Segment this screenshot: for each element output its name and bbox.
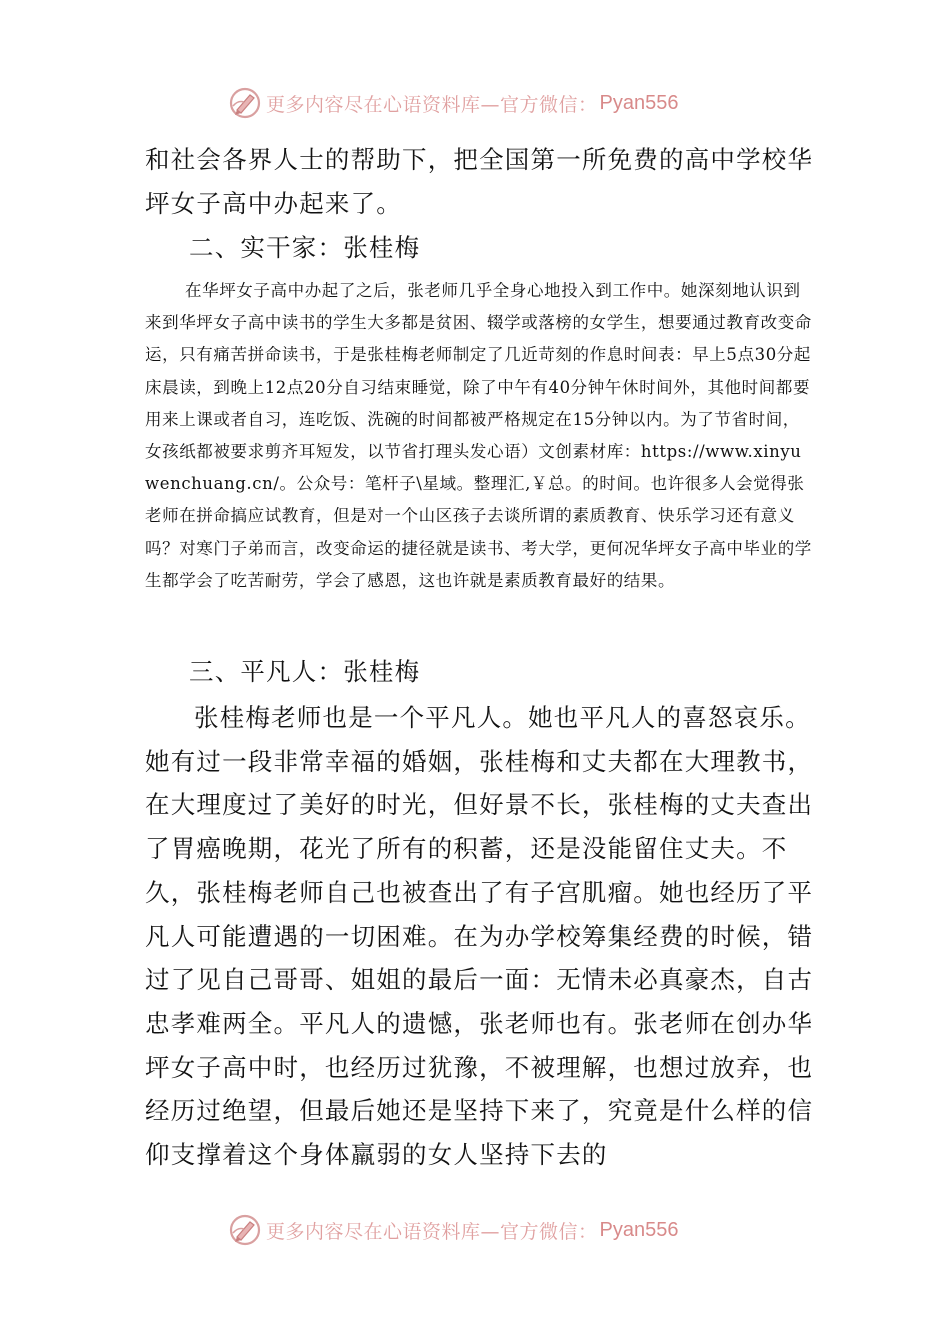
section-3-heading-text: 三、平凡人：张桂梅	[189, 657, 421, 686]
section-3-paragraph-text: 张桂梅老师也是一个平凡人。她也平凡人的喜怒哀乐。她有过一段非常幸福的婚姻，张桂梅和丈夫都在大理教书，在大理度过了美好的时光，但好景不长，张桂梅的丈夫查出了胃癌晚期，花光了所有的积蓄，还是没能留住丈夫。不久，张桂梅老师自己也被查出了有子宫肌瘤。她也经历了平凡人可能遭遇的一切困难。在为办学校筹集经费的时候，错过了见自己哥哥、姐姐的最后一面：无情未必真豪杰，自古忠孝难两全。平凡人的遗憾，张老师也有。张老师在创办华坪女子高中时，也经历过犹豫，不被理解，也想过放弃，也经历过绝望，但最后她还是坚持下来了，究竟是什么样的信仰支撑着这个身体羸弱的女人坚持下去的	[145, 703, 814, 1170]
watermark-text: 更多内容尽在心语资料库—官方微信：	[266, 1220, 598, 1243]
section-3-heading	[145, 650, 815, 694]
pen-logo-icon	[228, 86, 262, 120]
section-3-paragraph	[145, 696, 815, 1177]
section-2-paragraph	[145, 275, 815, 597]
section-2-paragraph-text: 在华坪女子高中办起了之后，张老师几乎全身心地投入到工作中。她深刻地认识到来到华坪女子高中读书的学生大多都是贫困、辍学或落榜的女学生，想要通过教育改变命运，只有痛苦拼命读书，于是张桂梅老师制定了几近苛刻的作息时间表：早上5点30分起床晨读，到晚上12点20分自习结束睡觉，除了中午有40分钟午休时间外，其他时间都要用来上课或者自习，连吃饭、洗碗的时间都被严格规定在15分钟以内。为了节省时间，女孩纸都被要求剪齐耳短发，以节省打理头发心语）文创素材库：https://www.xinyuwenchuang.cn/。公众号：笔杆子\星域。整理汇,￥总。的时间。也许很多人会觉得张老师在拼命搞应试教育，但是对一个山区孩子去谈所谓的素质教育、快乐学习还有意义吗？对寒门子弟而言，改变命运的捷径就是读书、考大学，更何况华坪女子高中毕业的学生都学会了吃苦耐劳，学会了感恩，这也许就是素质教育最好的结果。	[145, 281, 812, 590]
section-2-heading-text: 二、实干家：张桂梅	[189, 233, 421, 262]
intro-paragraph-text: 和社会各界人士的帮助下，把全国第一所免费的高中学校华坪女子高中办起来了。	[145, 145, 814, 218]
watermark-wechat-id: Pyan556	[599, 1218, 679, 1241]
footer-watermark	[228, 1210, 728, 1250]
intro-paragraph	[145, 138, 815, 226]
watermark-wechat-id: Pyan556	[599, 91, 679, 114]
section-2-heading	[145, 226, 815, 270]
watermark-text: 更多内容尽在心语资料库—官方微信：	[266, 93, 598, 116]
header-watermark	[228, 83, 728, 123]
pen-logo-icon	[228, 1213, 262, 1247]
